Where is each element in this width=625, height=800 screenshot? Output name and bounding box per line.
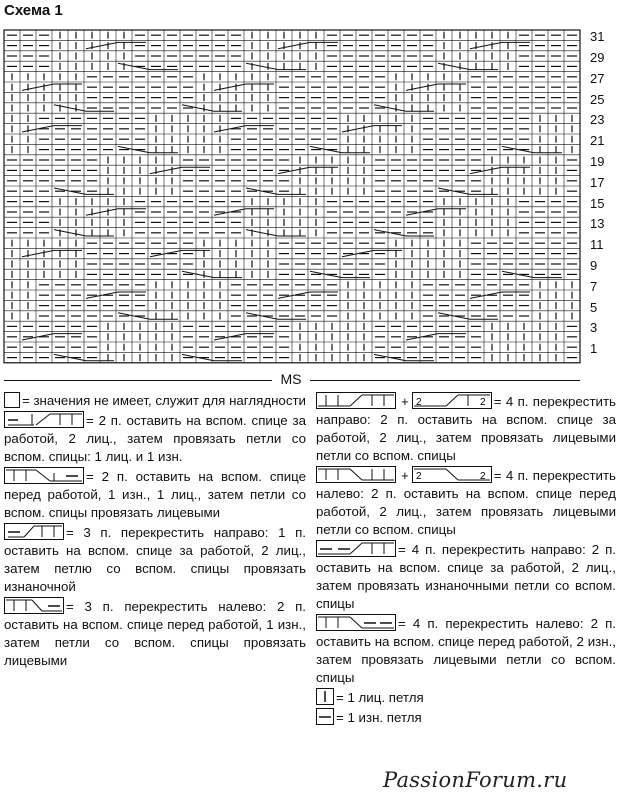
row-number: 7	[590, 278, 598, 294]
legend-entry-cross-4-right-purl	[316, 540, 616, 613]
purl-stitch-symbol	[316, 708, 334, 725]
plus-sign: +	[401, 468, 409, 483]
legend-text: = 4 п. перекрестить налево: 2 п. оставить на вспом. спице перед работой, 2 лиц., затем провязать лицевыми петли со вспом. спицы	[316, 468, 616, 537]
legend-text: = 4 п. перекрестить направо: 2 п. оставить на вспом. спице за работой, 2 лиц., затем провязать изнаночными петли со вспом. спицы	[316, 542, 616, 611]
two-label: 2	[415, 397, 422, 408]
row-number: 27	[590, 70, 605, 86]
cable-symbol	[316, 392, 396, 409]
legend-entry-cross-4-left-knit	[316, 466, 616, 539]
cable-symbol	[412, 466, 492, 483]
cable-symbol	[412, 392, 492, 409]
legend-text: = 4 п. перекрестить налево: 2 п. оставить на вспом. спице перед работой, 2 изн., затем провязать лицевыми петли со вспом. спицы	[316, 616, 616, 685]
row-number: 17	[590, 174, 605, 190]
row-number: 15	[590, 195, 605, 211]
row-number: 19	[590, 154, 605, 169]
row-number: 31	[590, 29, 605, 45]
row-number: 21	[590, 133, 605, 149]
legend-text: = 1 лиц. петля	[336, 690, 424, 705]
legend-text: = 2 п. оставить на вспом. спице за работой, 2 лиц., затем провязать петли со вспом. спицы: 1 лиц. и 1 изн.	[4, 413, 306, 464]
row-number: 5	[590, 299, 598, 315]
legend-entry-cross-3-right	[4, 523, 306, 596]
two-label: 2	[479, 397, 486, 408]
legend-right-column	[316, 392, 616, 728]
row-number: 25	[590, 91, 605, 107]
row-number: 9	[590, 258, 598, 273]
cable-symbol	[4, 467, 84, 484]
watermark: PassionForum.ru	[383, 768, 568, 792]
row-number: 13	[590, 216, 605, 232]
cable-symbol	[4, 523, 64, 540]
legend-text: = 3 п. перекрестить направо: 1 п. оставить на вспом. спице за работой, 2 лиц., затем петлю со вспом. спицы провязать изнаночной	[4, 525, 306, 594]
row-number: 11	[590, 237, 604, 253]
chart-grid	[0, 0, 625, 370]
ms-bracket-right	[310, 380, 580, 381]
legend-text: = 3 п. перекрестить налево: 2 п. оставить на вспом. спице перед работой, 1 изн., затем петли со вспом. спицы провязать лицевыми	[4, 599, 306, 668]
legend-left-column	[4, 392, 306, 671]
legend-entry-cross-4-right-knit	[316, 392, 616, 465]
ms-bracket-left	[4, 380, 272, 381]
row-number: 29	[590, 50, 605, 65]
knit-stitch-symbol	[316, 688, 334, 705]
row-number: 1	[590, 341, 598, 357]
legend-text: = значения не имеет, служит для наглядности	[22, 393, 306, 408]
legend-text: = 4 п. перекрестить направо: 2 п. оставить на вспом. спице за работой, 2 лиц., затем провязать лицевыми петли со вспом. спицы	[316, 394, 616, 463]
chart-title: Схема 1	[4, 2, 63, 19]
cable-symbol	[316, 540, 396, 557]
cable-symbol	[316, 614, 396, 631]
knitting-chart	[0, 0, 625, 375]
cable-symbol	[4, 597, 64, 614]
plus-sign: +	[401, 394, 409, 409]
legend-text: = 2 п. оставить на вспом. спице перед работой, 1 изн., 1 лиц., затем петли со вспом. спицы провязать лицевыми	[4, 469, 306, 520]
two-label: 2	[479, 471, 486, 482]
cable-symbol	[4, 411, 84, 428]
legend-entry-cable-2-front	[4, 467, 306, 522]
legend-entry-knit	[316, 688, 616, 707]
ms-label: MS	[280, 371, 302, 387]
legend-entry-cross-3-left	[4, 597, 306, 670]
empty-cell-symbol	[4, 392, 20, 408]
cable-symbol	[316, 466, 396, 483]
legend-text: = 1 изн. петля	[336, 710, 422, 725]
row-number: 3	[590, 320, 598, 336]
two-label: 2	[415, 471, 422, 482]
legend-entry-empty	[4, 392, 306, 410]
legend-entry-cable-2-back	[4, 411, 306, 466]
row-number: 23	[590, 112, 605, 128]
legend-entry-cross-4-left-purl	[316, 614, 616, 687]
legend-entry-purl	[316, 708, 616, 727]
